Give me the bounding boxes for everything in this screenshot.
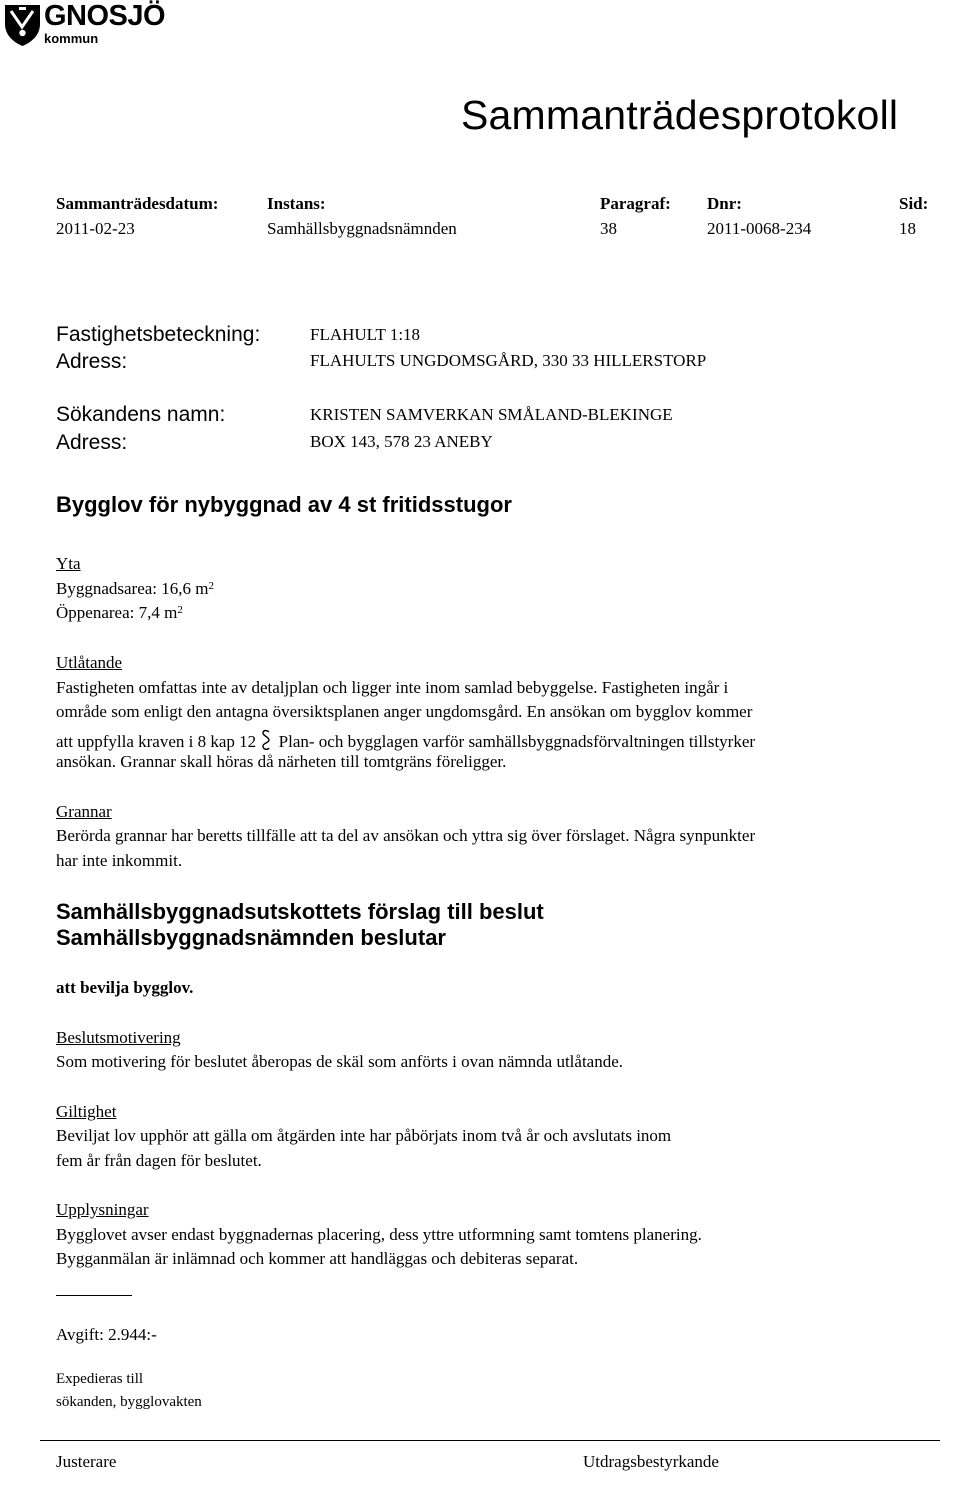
unit-superscript: 2 [208, 580, 214, 592]
applicant-address: BOX 143, 578 23 ANEBY [310, 432, 493, 451]
validity-line: fem år från dagen för beslutet. [56, 1151, 262, 1170]
statement-line-start: att uppfylla kraven i 8 kap 12 [56, 732, 257, 751]
body-label: Instans: [267, 194, 326, 213]
document-title: Sammanträdesprotokoll [461, 92, 899, 138]
statement-line: område som enligt den antagna översiktsplanen anger ungdomsgård. En ansökan om bygglov kommer [56, 702, 753, 721]
statement-line-end: Plan- och bygglagen varför samhällsbyggnadsförvaltningen tillstyrker [278, 732, 756, 751]
fee-text: Avgift: 2.944:- [56, 1325, 157, 1344]
logo-wordmark: GNOSJÖ [44, 0, 166, 32]
meeting-date: 2011-02-23 [56, 219, 135, 238]
property-address-label: Adress: [56, 350, 128, 373]
information-line: Bygganmälan är inlämnad och kommer att handläggas och debiteras separat. [56, 1249, 579, 1268]
footer-signer: Justerare [56, 1452, 117, 1471]
footer-rule [40, 1440, 940, 1441]
decision-heading: Samhällsbyggnadsnämnden beslutar [56, 925, 446, 950]
statement-heading: Utlåtande [56, 653, 123, 672]
motivation-text: Som motivering för beslutet åberopas de skäl som anförts i ovan nämnda utlåtande. [56, 1052, 624, 1071]
area-heading: Yta [56, 554, 81, 573]
separator-line [56, 1295, 132, 1296]
dispatch-line: Expedieras till [56, 1371, 144, 1387]
statement-line: Fastigheten omfattas inte av detaljplan och ligger inte inom samlad bebyggelse. Fastigheten ingår i [56, 678, 729, 697]
dnr-label: Dnr: [707, 194, 742, 213]
dnr-value: 2011-0068-234 [707, 219, 812, 238]
statement-line: ansökan. Grannar skall höras då närheten till tomtgräns föreligger. [56, 752, 507, 771]
open-area-text: Öppenarea: 7,4 m [56, 603, 178, 622]
neighbours-heading: Grannar [56, 802, 112, 821]
dispatch-line: sökanden, bygglovakten [56, 1394, 202, 1410]
page-label: Sid: [899, 194, 929, 213]
neighbours-line: Berörda grannar har beretts tillfälle att ta del av ansökan och yttra sig över förslaget. Några synpunkter [56, 826, 756, 845]
footer-certification: Utdragsbestyrkande [583, 1452, 719, 1471]
property-designation-label: Fastighetsbeteckning: [56, 323, 261, 346]
building-area-text: Byggnadsarea: 16,6 m [56, 579, 209, 598]
applicant-name-label: Sökandens namn: [56, 403, 226, 426]
building-area [56, 577, 214, 602]
case-title: Bygglov för nybyggnad av 4 st fritidsstugor [56, 492, 512, 517]
paragraph-value: 38 [600, 219, 617, 238]
information-heading: Upplysningar [56, 1200, 149, 1219]
property-designation: FLAHULT 1:18 [310, 325, 421, 344]
neighbours-line: har inte inkommit. [56, 851, 183, 870]
validity-line: Beviljat lov upphör att gälla om åtgärden inte har påbörjats inom två år och avslutats inom [56, 1126, 672, 1145]
unit-superscript: 2 [177, 604, 183, 616]
validity-heading: Giltighet [56, 1102, 117, 1121]
motivation-heading: Beslutsmotivering [56, 1028, 181, 1047]
information-line: Bygglovet avser endast byggnadernas placering, dess yttre utformning samt tomtens planering. [56, 1225, 702, 1244]
municipality-logo [2, 2, 172, 48]
page-number: 18 [899, 219, 916, 238]
logo-subtitle: kommun [44, 31, 99, 46]
applicant-name: KRISTEN SAMVERKAN SMÅLAND-BLEKINGE [310, 405, 673, 424]
applicant-address-label: Adress: [56, 431, 128, 454]
property-address: FLAHULTS UNGDOMSGÅRD, 330 33 HILLERSTORP [310, 351, 707, 370]
body-value: Samhällsbyggnadsnämnden [267, 219, 457, 238]
meeting-date-label: Sammanträdesdatum: [56, 194, 219, 213]
proposal-heading: Samhällsbyggnadsutskottets förslag till beslut [56, 899, 544, 924]
open-area [56, 601, 183, 626]
paragraph-label: Paragraf: [600, 194, 671, 213]
decision-text: att bevilja bygglov. [56, 978, 194, 997]
